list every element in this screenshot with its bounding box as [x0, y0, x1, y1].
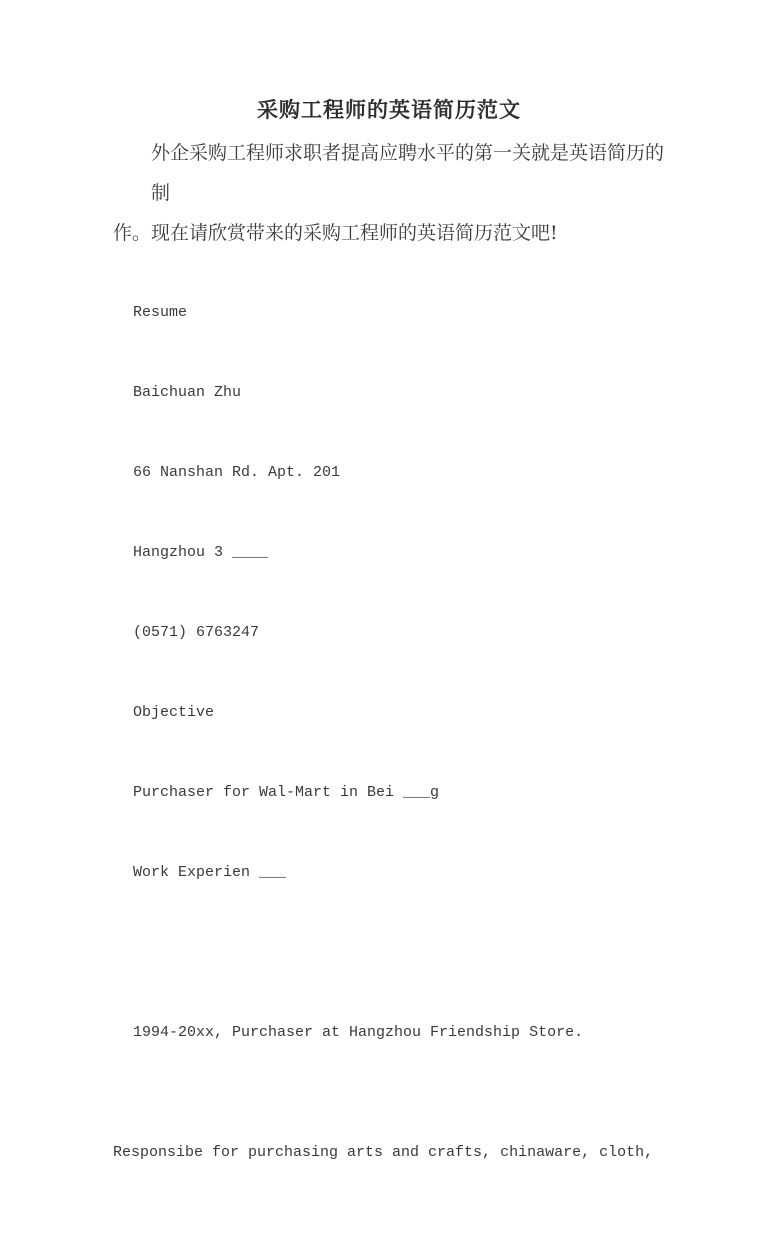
resume-phone-line: (0571) 6763247 [133, 624, 260, 641]
resume-heading-line: Resume [133, 304, 188, 321]
experience-line: Responsibe for purchasing arts and crafts, chinaware, cloth, [113, 1144, 654, 1161]
resume-objective-line: Purchaser for Wal-Mart in Bei ___g [133, 784, 440, 801]
intro-paragraph [113, 133, 665, 253]
experience-paragraph [113, 933, 665, 1253]
intro-line: 外企采购工程师求职者提高应聘水平的第一关就是英语简历的制 [151, 142, 665, 204]
resume-work-experience-heading: Work Experien ___ [133, 864, 287, 881]
resume-city-line: Hangzhou 3 ____ [133, 544, 269, 561]
resume-objective-heading: Objective [133, 704, 215, 721]
resume-address-line: 66 Nanshan Rd. Apt. 201 [133, 464, 341, 481]
resume-name-line: Baichuan Zhu [133, 384, 242, 401]
intro-line: 作。现在请欣赏带来的采购工程师的英语简历范文吧! [113, 222, 558, 244]
resume-body [113, 293, 665, 1253]
experience-line: 1994-20xx, Purchaser at Hangzhou Friendship Store. [133, 1024, 584, 1041]
page-title: 采购工程师的英语简历范文 [257, 97, 521, 122]
